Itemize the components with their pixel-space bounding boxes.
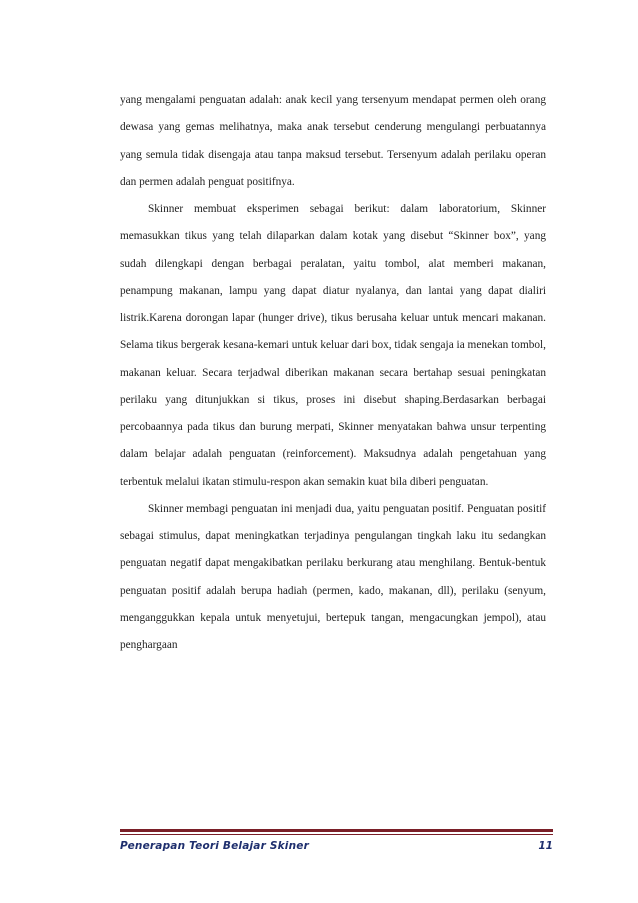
footer-rule-thick <box>120 829 553 832</box>
footer-rule-thin <box>120 834 553 835</box>
paragraph-3: Skinner membagi penguatan ini menjadi dua, yaitu penguatan positif. Penguatan positif sebagai stimulus, dapat meningkatkan terjadinya pengulangan tingkah laku itu sedangkan penguatan negatif dapat mengakibatkan perilaku berkurang atau menghilang. Bentuk-bentuk penguatan positif adalah berupa hadiah (permen, kado, makanan, dll), perilaku (senyum, menganggukkan kepala untuk menyetujui, bertepuk tangan, mengacungkan jempol), atau penghargaan <box>120 502 546 651</box>
body-text <box>120 87 546 659</box>
footer-title: Penerapan Teori Belajar Skiner <box>120 840 309 852</box>
paragraph-1: yang mengalami penguatan adalah: anak kecil yang tersenyum mendapat permen oleh orang dewasa yang gemas melihatnya, maka anak tersebut cenderung mengulangi perbuatannya yang semula tidak disengaja atau tanpa maksud tersebut. Tersenyum adalah perilaku operan dan permen adalah penguat positifnya. <box>120 94 546 188</box>
page-number: 11 <box>538 840 553 852</box>
paragraph-2: Skinner membuat eksperimen sebagai berikut: dalam laboratorium, Skinner memasukkan tikus yang telah dilaparkan dalam kotak yang disebut “Skinner box”, yang sudah dilengkapi dengan berbagai peralatan, yaitu tombol, alat memberi makanan, penampung makanan, lampu yang dapat diatur nyalanya, dan lantai yang dapat dialiri listrik.Karena dorongan lapar (hunger drive), tikus berusaha keluar untuk mencari makanan. Selama tikus bergerak kesana-kemari untuk keluar dari box, tidak sengaja ia menekan tombol, makanan keluar. Secara terjadwal diberikan makanan secara bertahap sesuai peningkatan perilaku yang ditunjukkan si tikus, proses ini disebut shaping.Berdasarkan berbagai percobaannya pada tikus dan burung merpati, Skinner menyatakan bahwa unsur terpenting dalam belajar adalah penguatan (reinforcement). Maksudnya adalah pengetahuan yang terbentuk melalui ikatan stimulu-respon akan semakin kuat bila diberi penguatan. <box>120 203 546 488</box>
